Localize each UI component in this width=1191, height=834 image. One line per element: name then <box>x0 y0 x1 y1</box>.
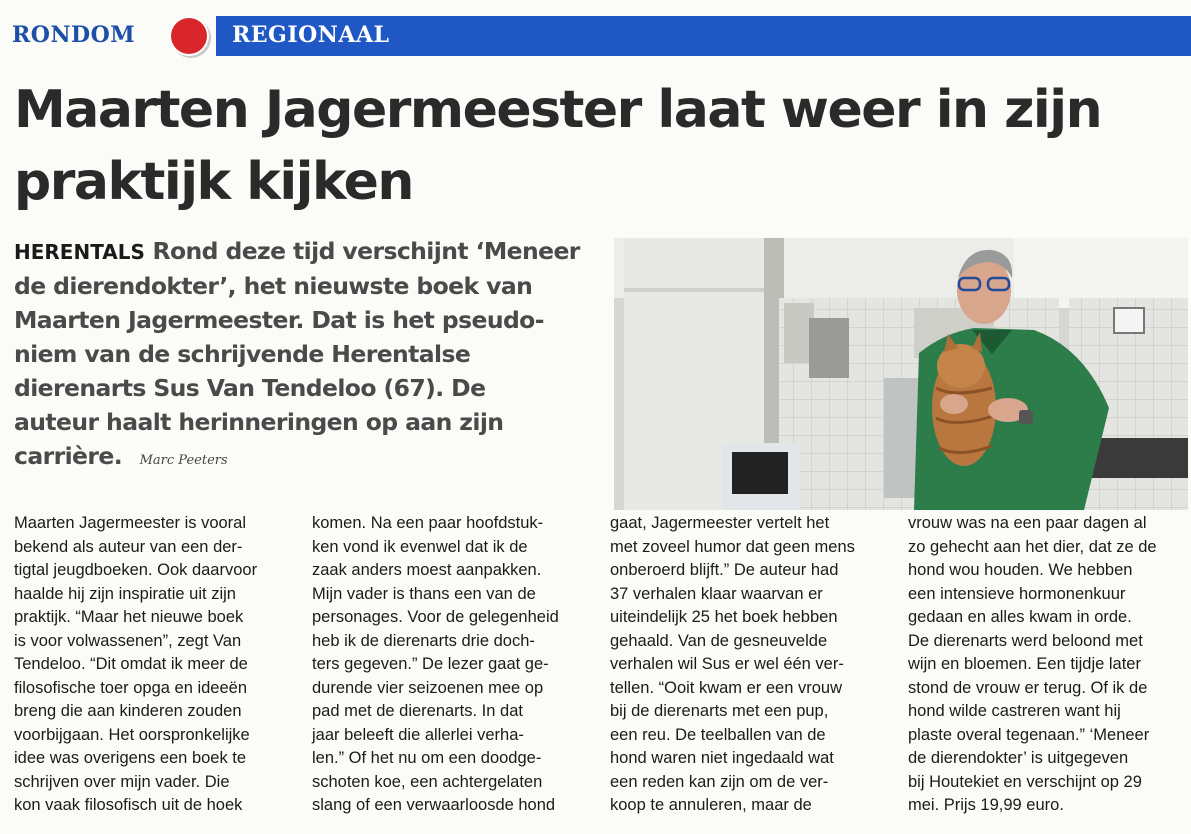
body-text-line: gedaan en alles kwam in orde. <box>908 608 1132 626</box>
section-label: RONDOM <box>12 22 136 48</box>
lead-line: de dierendokter’, het nieuwste boek van <box>14 272 533 300</box>
body-text-line: bij de dierenarts met een pup, <box>610 702 829 720</box>
body-text-line: een reden kan zijn om de ver- <box>610 772 829 791</box>
body-column-3 <box>610 512 884 818</box>
lead-line: Rond deze tijd verschijnt ‘Meneer <box>152 237 580 265</box>
body-text-line: uiteindelijk 25 het boek hebben <box>610 608 838 626</box>
lead-line: Maarten Jagermeester. Dat is het pseudo- <box>14 306 544 334</box>
body-text-line: gaat, Jagermeester vertelt het <box>610 514 830 532</box>
body-text-line: mei. Prijs 19,99 euro. <box>908 796 1064 814</box>
body-text-line: len.” Of het nu om een doodge- <box>312 749 542 767</box>
body-text-line: stond de vrouw er terug. Of ik de <box>908 678 1148 697</box>
body-text-line: is voor volwassenen”, zegt Van <box>14 631 242 650</box>
headline <box>14 74 1184 218</box>
body-text-line: plaste overal tegenaan.” ‘Meneer <box>908 725 1150 744</box>
byline: Marc Peeters <box>139 453 228 468</box>
body-text-line: slang of een verwaarloosde hond <box>312 796 556 814</box>
article-photo <box>614 238 1188 510</box>
body-text-line: Maarten Jagermeester is vooral <box>14 514 247 532</box>
body-text-line: personages. Voor de gelegenheid <box>312 608 559 626</box>
body-text-line: De dierenarts werd beloond met <box>908 631 1143 650</box>
body-text-line: jaar beleeft die allerlei verha- <box>312 725 524 744</box>
body-text-line: tigtal jeugdboeken. Ook daarvoor <box>14 561 258 579</box>
vet-with-cat-photo <box>614 238 1188 510</box>
body-text-line: met zoveel humor dat geen mens <box>610 537 855 556</box>
body-text-line: ken vond ik evenwel dat ik de <box>312 537 528 556</box>
body-text-line: durende vier seizoenen mee op <box>312 678 544 697</box>
body-text-line: kon vaak filosofisch uit de hoek <box>14 796 243 814</box>
body-text-line: haalde hij zijn inspiratie uit zijn <box>14 584 236 603</box>
body-text-line: bij Houtekiet en verschijnt op 29 <box>908 772 1142 791</box>
body-text-line: schrijven over mijn vader. Die <box>14 772 230 791</box>
body-text-line: de dierendokter’ is uitgegeven <box>908 749 1129 767</box>
headline-line: Maarten Jagermeester laat weer in zijn <box>14 80 1102 140</box>
body-text-line: hond wou houden. We hebben <box>908 561 1133 579</box>
body-text-line: breng die aan kinderen zouden <box>14 702 242 720</box>
body-text-line: zaak anders moest aanpakken. <box>312 561 542 579</box>
body-column-2 <box>312 512 586 818</box>
body-text-line: bekend als auteur van een der- <box>14 537 243 556</box>
body-text-line: heb ik de dierenarts drie doch- <box>312 631 535 650</box>
body-text-line: Tendeloo. “Dit omdat ik meer de <box>14 655 248 673</box>
body-text-line: filosofische toer opga en ideeën <box>14 678 247 697</box>
red-dot-logo <box>171 18 207 54</box>
body-text-line: pad met de dierenarts. In dat <box>312 702 523 720</box>
body-text-line: schoten koe, een achtergelaten <box>312 772 543 791</box>
body-column-1 <box>14 512 288 818</box>
headline-line: praktijk kijken <box>14 152 413 212</box>
body-text-line: hond wilde castreren want hij <box>908 702 1121 720</box>
lead-line: carrière. <box>14 442 123 470</box>
body-text-line: gehaald. Van de gesneuvelde <box>610 631 828 650</box>
dateline: HERENTALS <box>14 240 145 264</box>
body-text-line: Mijn vader is thans een van de <box>312 584 536 603</box>
lead-line: niem van de schrijvende Herentalse <box>14 340 471 368</box>
body-text-line: 37 verhalen klaar waarvan er <box>610 584 823 603</box>
section-header <box>0 16 1191 56</box>
subsection-label: REGIONAAL <box>232 22 390 48</box>
body-text-line: voorbijgaan. Het oorspronkelijke <box>14 725 250 744</box>
body-text-line: een intensieve hormonenkuur <box>908 584 1126 603</box>
body-text-line: komen. Na een paar hoofdstuk- <box>312 514 544 532</box>
body-text-line: wijn en bloemen. Een tijdje later <box>908 655 1141 673</box>
lead-line: dierenarts Sus Van Tendeloo (67). De <box>14 374 486 402</box>
body-text-line: hond waren niet ingedaald wat <box>610 749 834 767</box>
body-text-line: onberoerd blijft.” De auteur had <box>610 561 839 579</box>
body-column-4 <box>908 512 1182 818</box>
body-text-line: koop te annuleren, maar de <box>610 796 812 814</box>
body-text-line: praktijk. “Maar het nieuwe boek <box>14 608 244 626</box>
lead-line: auteur haalt herinneringen op aan zijn <box>14 408 504 436</box>
body-text-line: tellen. “Ooit kwam er een vrouw <box>610 678 843 697</box>
article-lead <box>14 234 599 478</box>
body-text-line: ters gegeven.” De lezer gaat ge- <box>312 655 549 673</box>
article-body <box>14 512 1188 830</box>
body-text-line: idee was overigens een boek te <box>14 749 247 767</box>
body-text-line: verhalen wil Sus er wel één ver- <box>610 655 844 673</box>
body-text-line: een reu. De teelballen van de <box>610 725 826 744</box>
body-text-line: vrouw was na een paar dagen al <box>908 514 1147 532</box>
body-text-line: zo gehecht aan het dier, dat ze de <box>908 537 1157 556</box>
